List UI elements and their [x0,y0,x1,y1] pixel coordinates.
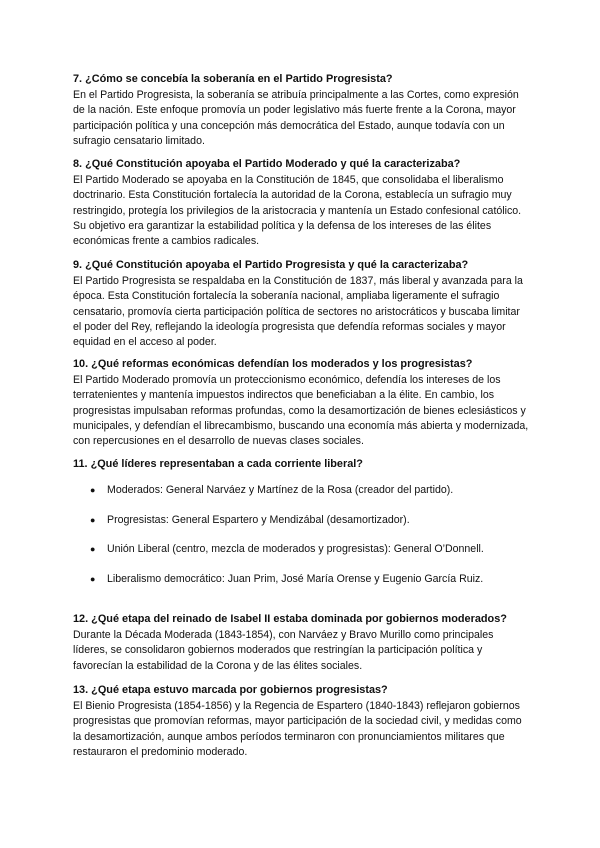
list-item-text: Liberalismo democrático: Juan Prim, José María Orense y Eugenio García Ruiz. [107,572,484,585]
section-body: El Partido Moderado promovía un proteccionismo económico, defendía los intereses de los terratenientes y mantenía impuestos indirectos que beneficiaban a la élite. En cambio, los progresistas impulsaban reformas profundas, como la desamortización de bienes eclesiásticos y municipales, y defendían el librecambismo, buscando una economía más abierta y modernizada, con repercusiones en el desarrollo de nuevas clases sociales. [73,374,529,448]
section-q12 [73,612,529,674]
section-heading: 10. ¿Qué reformas económicas defendían los moderados y los progresistas? [73,358,473,370]
section-heading: 8. ¿Qué Constitución apoyaba el Partido Moderado y qué la caracterizaba? [73,158,461,170]
list-item-text: Progresistas: General Espartero y Mendizábal (desamortizador). [107,513,410,526]
section-body: El Bienio Progresista (1854-1856) y la Regencia de Espartero (1840-1843) reflejaron gobiernos progresistas que promovían reformas, mayor participación de la sociedad civil, y medidas como la desamortización, aunque ambos períodos terminaron con pronunciamientos militares que restauraron el predominio moderado. [73,700,522,758]
bullet-icon: ● [90,544,96,554]
list-item-text: Unión Liberal (centro, mezcla de moderados y progresistas): General O’Donnell. [107,543,484,555]
section-q13 [73,683,529,760]
section-q8 [73,157,529,249]
section-heading: 12. ¿Qué etapa del reinado de Isabel II estaba dominada por gobiernos moderados? [73,613,507,625]
section-q11 [73,457,529,472]
list-item [73,483,543,513]
list-item-text: Moderados: General Narváez y Martínez de la Rosa (creador del partido). [107,484,454,496]
list-item [73,542,543,572]
section-body: El Partido Moderado se apoyaba en la Constitución de 1845, que consolidaba el liberalismo doctrinario. Esta Constitución fortalecía la autoridad de la Corona, establecía un sufragio muy restringido, protegía los privilegios de la aristocracia y mantenía un Estado confesional católico. Su objetivo era garantizar la estabilidad política y la defensa de los intereses de las élites económicas frente a cambios radicales. [73,174,522,248]
section-body: Durante la Década Moderada (1843-1854), con Narváez y Bravo Murillo como principales líderes, se consolidaron gobiernos moderados que restringían la participación política y favorecían la estabilidad de la Corona y de las élites sociales. [73,629,494,672]
bullet-icon: ● [90,485,96,495]
section-q7 [73,72,529,149]
list-item [73,513,543,543]
leaders-list [73,483,543,601]
list-item [73,572,543,602]
bullet-icon: ● [90,573,96,584]
section-heading: 13. ¿Qué etapa estuvo marcada por gobiernos progresistas? [73,684,388,696]
bullet-icon: ● [90,514,96,525]
section-heading: 7. ¿Cómo se concebía la soberanía en el Partido Progresista? [73,73,393,85]
section-body: El Partido Progresista se respaldaba en la Constitución de 1837, más liberal y avanzada para la época. Esta Constitución fortalecía la soberanía nacional, ampliaba ligeramente el sufragio censatario, promovía cierta participación política de sectores no aristocráticos y buscaba limitar el poder del Rey, reflejando la ideología progresista que defendía reformas sociales y mayor equidad en el acceso al poder. [73,275,523,349]
section-body: En el Partido Progresista, la soberanía se atribuía principalmente a las Cortes, como expresión de la nación. Este enfoque promovía un poder legislativo más fuerte frente a la Corona, mayor participación política y una concepción más democrática del Estado, aunque todavía con un sufragio censatario limitado. [73,89,519,147]
section-heading: 9. ¿Qué Constitución apoyaba el Partido Progresista y qué la caracterizaba? [73,259,469,271]
section-q10 [73,357,529,449]
section-q9 [73,258,529,350]
section-heading: 11. ¿Qué líderes representaban a cada corriente liberal? [73,458,363,470]
